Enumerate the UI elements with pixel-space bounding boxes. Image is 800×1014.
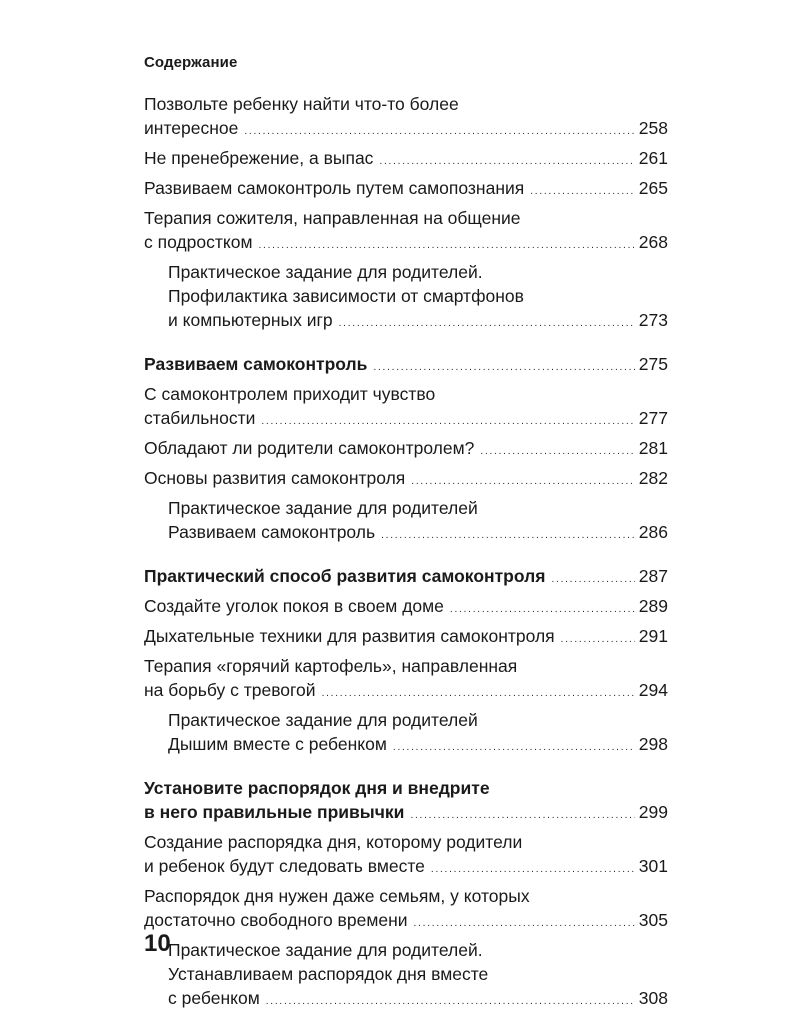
dot-leader	[561, 624, 635, 652]
toc-subentry	[144, 260, 668, 336]
toc-page-number: 305	[638, 910, 668, 930]
dot-leader	[480, 436, 634, 464]
toc-section-title: в него правильные привычки	[144, 802, 405, 822]
toc-entry	[144, 830, 668, 882]
table-of-contents	[144, 92, 668, 1014]
dot-leader	[322, 678, 635, 706]
toc-section	[144, 776, 668, 828]
toc-entry-line: С самоконтролем приходит чувство	[144, 384, 436, 404]
dot-leader	[530, 176, 635, 204]
toc-section-title: Установите распорядок дня и внедрите	[144, 778, 490, 798]
toc-page-number: 299	[638, 802, 668, 822]
toc-page-number: 277	[638, 408, 668, 428]
toc-entry-line: Дышим вместе с ребенком	[168, 734, 387, 754]
toc-entry-line: Создайте уголок покоя в своем доме	[144, 596, 444, 616]
dot-leader	[379, 146, 634, 174]
toc-entry	[144, 92, 668, 144]
toc-entry-line: Устанавливаем распорядок дня вместе	[168, 964, 489, 984]
toc-subentry	[144, 938, 668, 1014]
toc-page-number: 301	[638, 856, 668, 876]
dot-leader	[266, 986, 635, 1014]
toc-page-number: 275	[638, 354, 668, 374]
toc-page-number: 258	[638, 118, 668, 138]
toc-entry-line: с подростком	[144, 232, 253, 252]
toc-entry	[144, 206, 668, 258]
toc-entry-line: достаточно свободного времени	[144, 910, 408, 930]
toc-entry	[144, 382, 668, 434]
toc-page-number: 287	[638, 566, 668, 586]
toc-section	[144, 352, 668, 380]
toc-entry-line: Практическое задание для родителей	[168, 498, 478, 518]
toc-entry-line: интересное	[144, 118, 239, 138]
toc-entry-line: Профилактика зависимости от смартфонов	[168, 286, 524, 306]
toc-page-number: 282	[638, 468, 668, 488]
page-number: 10	[144, 930, 171, 957]
dot-leader	[244, 116, 634, 144]
toc-page-number: 265	[638, 178, 668, 198]
toc-section-title: Развиваем самоконтроль	[144, 354, 368, 374]
toc-entry	[144, 436, 668, 464]
toc-entry-line: Практическое задание для родителей.	[168, 262, 483, 282]
dot-leader	[411, 466, 635, 494]
toc-entry-line: Практическое задание для родителей	[168, 710, 478, 730]
toc-entry-line: Распорядок дня нужен даже семьям, у которых	[144, 886, 530, 906]
toc-page-number: 308	[638, 988, 668, 1008]
toc-page-number: 298	[638, 734, 668, 754]
dot-leader	[381, 520, 635, 548]
toc-entry-line: на борьбу с тревогой	[144, 680, 316, 700]
toc-entry-line: Терапия сожителя, направленная на общение	[144, 208, 521, 228]
toc-entry-line: Создание распорядка дня, которому родители	[144, 832, 523, 852]
toc-entry-line: Основы развития самоконтроля	[144, 468, 406, 488]
toc-page-number: 291	[638, 626, 668, 646]
dot-leader	[431, 854, 635, 882]
toc-section	[144, 564, 668, 592]
toc-entry-line: и компьютерных игр	[168, 310, 333, 330]
toc-entry-line: Позвольте ребенку найти что-то более	[144, 94, 459, 114]
toc-entry	[144, 884, 668, 936]
toc-page-number: 281	[638, 438, 668, 458]
dot-leader	[339, 308, 635, 336]
toc-entry-line: Обладают ли родители самоконтролем?	[144, 438, 475, 458]
toc-section-title: Практический способ развития самоконтроля	[144, 566, 546, 586]
toc-entry-line: с ребенком	[168, 988, 260, 1008]
dot-leader	[414, 908, 635, 936]
toc-entry	[144, 466, 668, 494]
toc-page-number: 289	[638, 596, 668, 616]
toc-entry-line: и ребенок будут следовать вместе	[144, 856, 425, 876]
dot-leader	[393, 732, 635, 760]
toc-page-number: 273	[638, 310, 668, 330]
toc-entry-line: Практическое задание для родителей.	[168, 940, 483, 960]
dot-leader	[410, 800, 634, 828]
toc-entry-line: Развиваем самоконтроль	[168, 522, 376, 542]
dot-leader	[551, 564, 634, 592]
toc-entry-line: Не пренебрежение, а выпас	[144, 148, 374, 168]
toc-entry	[144, 146, 668, 174]
toc-entry-line: Развиваем самоконтроль путем самопознания	[144, 178, 525, 198]
toc-page-number: 294	[638, 680, 668, 700]
dot-leader	[373, 352, 634, 380]
toc-subentry	[144, 496, 668, 548]
toc-subentry	[144, 708, 668, 760]
toc-page-number: 261	[638, 148, 668, 168]
toc-entry-line: Дыхательные техники для развития самоконтроля	[144, 626, 555, 646]
toc-entry	[144, 624, 668, 652]
toc-page-number: 268	[638, 232, 668, 252]
page-title: Содержание	[144, 54, 238, 71]
toc-page-number: 286	[638, 522, 668, 542]
toc-entry-line: Терапия «горячий картофель», направленная	[144, 656, 518, 676]
toc-entry	[144, 594, 668, 622]
toc-entry	[144, 176, 668, 204]
toc-entry-line: стабильности	[144, 408, 256, 428]
dot-leader	[259, 230, 635, 258]
dot-leader	[261, 406, 634, 434]
dot-leader	[450, 594, 635, 622]
toc-entry	[144, 654, 668, 706]
